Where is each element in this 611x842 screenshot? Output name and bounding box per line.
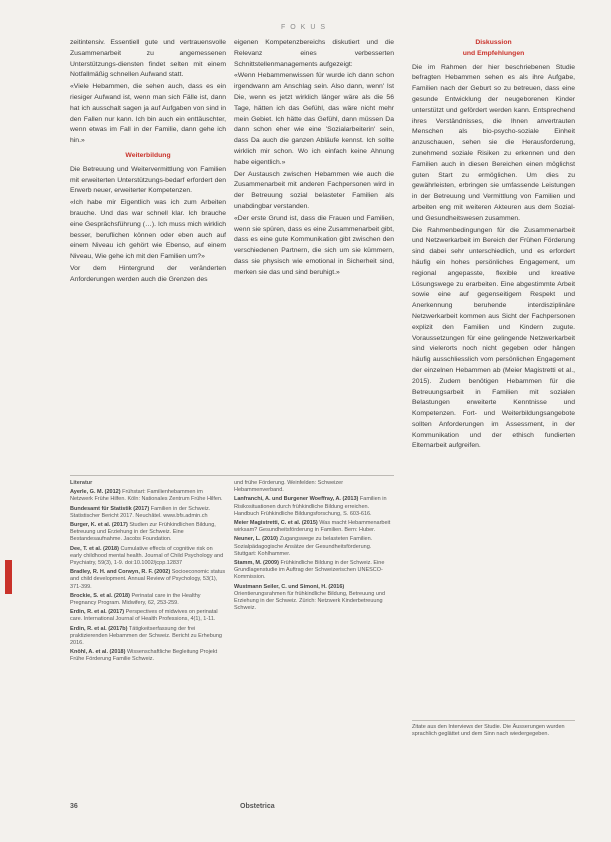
- left-paragraph-3: Die Betreuung und Weitervermittlung von Familien mit erweiterten Unterstützungs-bedarf erfordert den Erwerb neuer, erweiterter Kompetenzen.: [70, 165, 226, 195]
- footnote: Zitate aus den Interviews der Studie. Die Äusserungen wurden sprachlich geglättet und dem Sinn nach wiedergegeben.: [412, 720, 575, 738]
- literature-entry: Burger, K. et al. (2017) Studien zur Frühkindlichen Bildung, Betreuung und Erziehung in der Schweiz. Eine Bestandesaufnahme. Jacobs Foundation.: [70, 522, 216, 543]
- literature-entry: Dee, T. et al. (2018) Cumulative effects of cognitive risk on early childhood mental health. Journal of Child Psychology and Psychiatry, 59(3), 1-9. doi:10.1002/jcpp.12837: [70, 545, 224, 567]
- middle-paragraph-2: «Wenn Hebammenwissen für wurde ich dann schon irgendwann am Anschlag sein. Also dann, wenn' Ist Die, wenn es jetzt wirklich länger wäre als die 56 Tage, hätten ich das Gefühl, das wäre nicht mehr mein Gebiet. Ich hätte das Gefühl, dann müssen Da dann schon eher wie eine 'Sozialarbeiterin' sein, dass Da auch die ganzen Abläufe kennst. Ich sollte wirklich mir schon. Wo ich einfach keine Ahnung habe eigentlich.»: [234, 72, 394, 166]
- middle-column: [234, 38, 394, 280]
- literature-divider: [70, 475, 394, 476]
- left-paragraph-1: zeitintensiv. Essentiell gute und vertrauensvolle Zusammenarbeit zu angemessenen Unterstützungs-diensten findet selten mit einem Notfallmäßig schnellen Aufwand statt.: [70, 39, 226, 79]
- middle-paragraph-1: eigenen Kompetenzbereichs diskutiert und die Relevanz eines verbesserten Schnittstellenmanagements aufgezeigt:: [234, 39, 394, 68]
- page-number: 36: [70, 803, 78, 810]
- right-paragraph-1: Die im Rahmen der hier beschriebenen Studie befragten Hebammen sehen es als ihre Aufgabe, Familien nach der Geburt so zu betreuen, dass eine gesunde Entwicklung der neugeborenen Kinder unterstützt und gefördert werden kann. Entsprechend ihres Verständnisses, die Ihnen anvertrauten Menschen als bio-psycho-soziale Einheit anzuschauen, sehen sie die Herausforderung, zunehmend soziale Risiken zu erkennen und den Familien auch in diesen Bereichen einen möglichst guten Start zu ermöglichen. Um dies zu gewährleisten, erbringen sie umfassende Leistungen in der Betreuung und Vermittlung von Familien und arbeiten eng mit weiteren Akteuren aus dem Sozial- und Gesundheitswesen zusammen.: [412, 63, 575, 222]
- literature-title: Literatur: [70, 480, 93, 486]
- right-paragraph-2: Die Rahmenbedingungen für die Zusammenarbeit und Netzwerkarbeit im Bereich der Frühen Förderung sind dabei sehr unterschiedlich, und es erfordert häufig ein hohes persönliches Engagement, um regional angepasste, flexible und kreative Lösungswege zu erarbeiten. Eine abgestimmte Arbeit sowie eine auf gegenseitigem Respekt und Anerkennung beruhende interdisziplinäre Netzwerkarbeit kommen aus Sicht der Fachpersonen explizit den Familien und Kindern zugute. Voraussetzungen für eine gelingende Netzwerkarbeit sind vielerorts noch nicht gegeben oder hängen häufig ausschliesslich vom persönlichen Engagement der einzelnen Hebammen ab (Meier Magistretti et al., 2015). Zudem benötigen Hebammen für die Betreuungsarbeit in Familien mit sozialen Belastungen erweiterte Kenntnisse und Kompetenzen. Fort- und Weiterbildungsangebote sollten Anforderungen im Assessment, in der Kommunikation und der ethisch fundierten Elternarbeit aufgreifen.: [412, 226, 575, 450]
- magazine-name: Obstetrica: [240, 803, 275, 810]
- left-paragraph-4: «Ich habe mir Eigentlich was ich zum Arbeiten brauche. Und das war schnell klar. Ich brauche eine Gesprächsführung (…). Ich muss mich wirklich besser, beruflichen können oder eben auch auf einem Niveau ich gehört wie Ebenso, auf einem Niveau, Wie gehe ich mit den Familien um?»: [70, 199, 226, 261]
- right-column: [412, 38, 575, 453]
- literature-column-1: [70, 480, 226, 666]
- middle-paragraph-3: Der Austausch zwischen Hebammen wie auch die Zusammenarbeit mit anderen Fachpersonen wird in der Betreuung sozial belasteter Familien als unabdingbar verstanden.: [234, 170, 394, 210]
- literature-entry: Bradley, R. H. and Corwyn, R. F. (2002) Socioeconomic status and child development. Annual Review of Psychology, 53(1), 371-399.: [70, 569, 226, 590]
- middle-paragraph-4: «Der erste Grund ist, dass die Frauen und Familien, wenn sie spüren, dass es eine Zusammenarbeit gibt, dass es eine gute Kommunikation gibt zwischen den verschiedenen Partnern, die sich um sie kümmern, dass sie physisch wie emotional in Sicherheit sind, merken sie das und sind beruhigt.»: [234, 214, 394, 276]
- section-header: FOKUS: [280, 24, 331, 31]
- left-column: [70, 38, 226, 287]
- literature-column-2: [234, 480, 394, 614]
- literature-entry: Meier Magistretti, C. et al. (2015) Was macht Hebammenarbeit wirksam? Gesundheitsförderung in Familien. Bern: Huber.: [234, 520, 391, 534]
- literature-entry: Knöhl, A. et al. (2018) Wissenschaftliche Begleitung Projekt Frühe Förderung Familie Schweiz.: [70, 649, 218, 663]
- literature-entry: und frühe Förderung. Weinfelden: Schweizer Hebammenverband.: [234, 480, 344, 494]
- literature-entry: Neuner, L. (2010) Zugangswege zu belasteten Familien. Sozialpädagogische Ansätze der Gesundheitsförderung. Stuttgart: Kohlhammer.: [234, 536, 373, 557]
- literature-entry: Stamm, M. (2009) Frühkindliche Bildung in der Schweiz. Eine Grundlagenstudie im Auftrag der Schweizerischen UNESCO-Kommission.: [234, 560, 385, 581]
- right-subheading-2: und Empfehlungen: [462, 49, 525, 57]
- literature-entry: Wustmann Seiler, C. und Simoni, H. (2016) Orientierungsrahmen für frühkindliche Bildung, Betreuung und Erziehung in der Schweiz. Zürich: Netzwerk Kinderbetreuung Schweiz.: [234, 583, 386, 612]
- accent-bar: [5, 560, 12, 594]
- literature-entry: Erdin, R. et al. (2017) Perspectives of midwives on perinatal care. International Journal of Health Professions, 4(1), 1-11.: [70, 609, 218, 623]
- literature-entry: Ayerle, G. M. (2012) Frühstart: Familienhebammen im Netzwerk Frühe Hilfen. Köln: Nationales Zentrum Frühe Hilfen.: [70, 489, 223, 503]
- literature-entry: Lanfranchi, A. und Burgener Woeffray, A. (2013) Familien in Risikosituationen durch frühkindliche Bildung erreichen. Handbuch Frühkindliche Bildungsforschung, S. 603-616.: [234, 496, 387, 517]
- literature-entry: Erdin, R. et al. (2017b) Tätigkeitserfassung der frei praktizierenden Hebammen der Schweiz. Bericht zu Erhebung 2016.: [70, 625, 222, 647]
- left-subheading: Weiterbildung: [125, 151, 171, 159]
- literature-entry: Brockie, S. et al. (2018) Perinatal care in the Healthy Pregnancy Program. Midwifery, 62, 253-259.: [70, 592, 201, 607]
- left-paragraph-2: «Viele Hebammen, die sehen auch, dass es ein riesiger Aufwand ist, wenn man sich Fälle ist, dann hat ich ausschalt sagen ja auf Aufgaben von sind in den Fallen nur kann. Ich bin auch ein enttäuschter, wenn etwas im Fall in der Familie, dann gehe ich hin.»: [70, 83, 226, 145]
- right-subheading-1: Diskussion: [475, 39, 512, 46]
- literature-entry: Bundesamt für Statistik (2017) Familien in der Schweiz. Statistischer Bericht 2017. Neuchâtel. www.bfs.admin.ch: [70, 505, 211, 519]
- left-paragraph-5: Vor dem Hintergrund der veränderten Anforderungen werden auch die Grenzen des: [70, 264, 226, 283]
